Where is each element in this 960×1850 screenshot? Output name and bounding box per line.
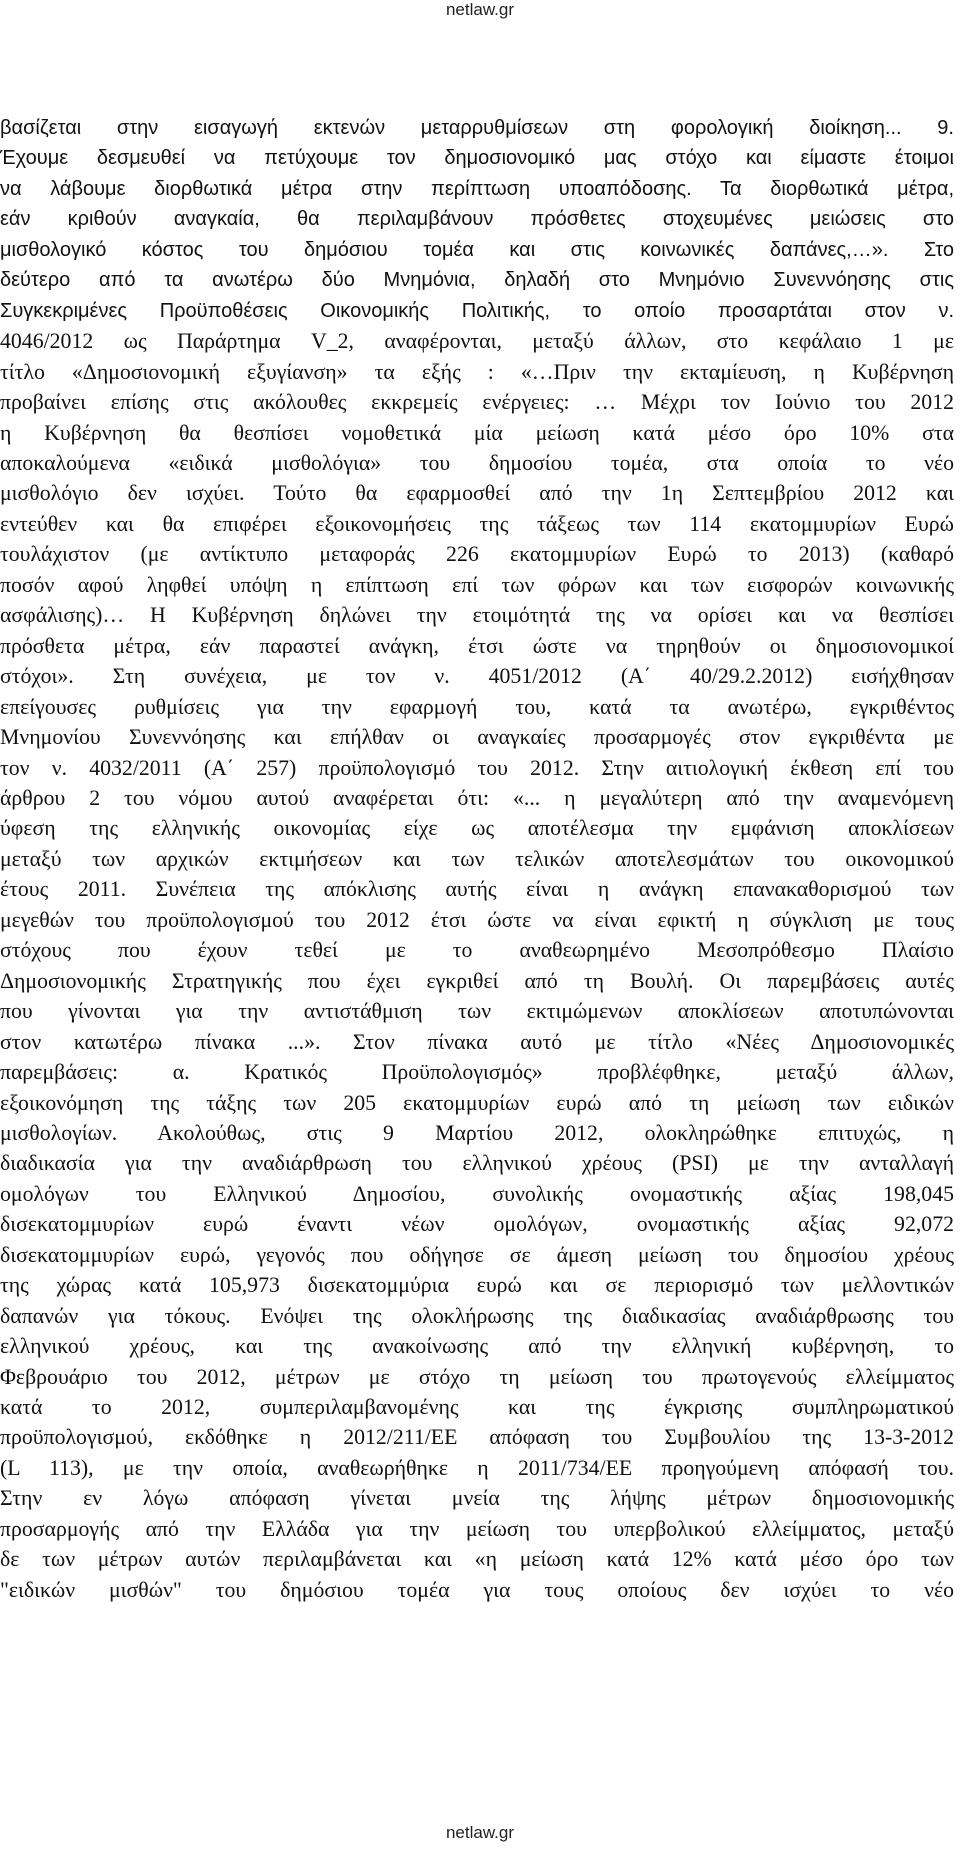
text-line: δεύτερο από τα ανωτέρω δύο Μνημόνια, δηλαδή στο Μνημόνιο Συνεννόησης στις [0,269,954,292]
text-line: "ειδικών μισθών" του δημόσιου τομέα για τους οποίους δεν ισχύει το νέο [0,1577,954,1602]
text-line: ασφάλισης)… Η Κυβέρνηση δηλώνει την ετοιμότητά της να ορίσει και να θεσπίσει [0,603,954,628]
text-line: τίτλο «Δημοσιονομική εξυγίανση» τα εξής : «…Πριν την εκταμίευση, η Κυβέρνηση [0,359,954,384]
text-line: κατά το 2012, συμπεριλαμβανομένης και της έγκρισης συμπληρωματικού [0,1395,954,1420]
document-body [0,113,954,1605]
text-line: τουλάχιστον (με αντίκτυπο μεταφοράς 226 εκατομμυρίων Ευρώ το 2013) (καθαρό [0,542,954,567]
text-line: αποκαλούμενα «ειδικά μισθολόγια» του δημοσίου τομέα, στα οποία το νέο [0,450,954,475]
text-line: μεγεθών του προϋπολογισμού του 2012 έτσι ώστε να είναι εφικτή η σύγκλιση με τους [0,907,954,932]
text-line: τον ν. 4032/2011 (Α΄ 257) προϋπολογισμό του 2012. Στην αιτιολογική έκθεση επί του [0,755,954,780]
text-line: που γίνονται για την αντιστάθμιση των εκτιμώμενων αποκλίσεων αποτυπώνονται [0,999,954,1024]
text-line: διαδικασία για την αναδιάρθρωση του ελληνικού χρέους (PSI) με την ανταλλαγή [0,1151,954,1176]
text-line: δισεκατομμυρίων ευρώ, γεγονός που οδήγησε σε άμεση μείωση του δημοσίου χρέους [0,1242,954,1267]
text-line: εντεύθεν και θα επιφέρει εξοικονομήσεις της τάξεως των 114 εκατομμυρίων Ευρώ [0,511,954,536]
site-name: netlaw.gr [445,0,515,19]
text-line: ομολόγων του Ελληνικού Δημοσίου, συνολικής ονομαστικής αξίας 198,045 [0,1181,954,1206]
text-line: εξοικονόμηση της τάξης των 205 εκατομμυρίων ευρώ από τη μείωση των ειδικών [0,1090,954,1115]
page-footer [0,1823,960,1843]
text-line: Δημοσιονομικής Στρατηγικής που έχει εγκριθεί από τη Βουλή. Οι παρεμβάσεις αυτές [0,968,954,993]
text-line: Στην εν λόγω απόφαση γίνεται μνεία της λήψης μέτρων δημοσιονομικής [0,1486,954,1511]
text-line: προϋπολογισμού, εκδόθηκε η 2012/211/ΕΕ απόφαση του Συμβουλίου της 13-3-2012 [0,1425,954,1450]
text-line: έτους 2011. Συνέπεια της απόκλισης αυτής είναι η ανάγκη επανακαθορισμού των [0,877,954,902]
text-line: βασίζεται στην εισαγωγή εκτενών μεταρρυθμίσεων στη φορολογική διοίκηση... 9. [0,117,954,139]
text-line: Μνημονίου Συνεννόησης και επήλθαν οι αναγκαίες προσαρμογές στον εγκριθέντα με [0,725,954,750]
text-line: στον κατωτέρω πίνακα ...». Στον πίνακα αυτό με τίτλο «Νέες Δημοσιονομικές [0,1029,954,1054]
text-line: ελληνικού χρέους, και της ανακοίνωσης από την ελληνική κυβέρνηση, το [0,1334,954,1359]
text-line: δισεκατομμυρίων ευρώ έναντι νέων ομολόγων, ονομαστικής αξίας 92,072 [0,1212,954,1237]
text-line: της χώρας κατά 105,973 δισεκατομμύρια ευρώ και σε περιορισμό των μελλοντικών [0,1273,954,1298]
text-line: (L 113), με την οποία, αναθεωρήθηκε η 2011/734/ΕΕ προηγούμενη απόφασή του. [0,1455,954,1480]
page-header [0,0,960,20]
text-line: στόχους που έχουν τεθεί με το αναθεωρημένο Μεσοπρόθεσμο Πλαίσιο [0,938,954,963]
text-line: δαπανών για τόκους. Ενόψει της ολοκλήρωσης της διαδικασίας αναδιάρθρωσης του [0,1303,954,1328]
text-line: προβαίνει επίσης στις ακόλουθες εκκρεμείς ενέργειες: … Μέχρι τον Ιούνιο του 2012 [0,390,954,415]
text-line: Φεβρουάριο του 2012, μέτρων με στόχο τη μείωση του πρωτογενούς ελλείμματος [0,1364,954,1389]
text-line: επείγουσες ρυθμίσεις για την εφαρμογή του, κατά τα ανωτέρω, εγκριθέντος [0,694,954,719]
text-line: η Κυβέρνηση θα θεσπίσει νομοθετικά μία μείωση κατά μέσο όρο 10% στα [0,420,954,445]
text-line: 4046/2012 ως Παράρτημα V_2, αναφέρονται, μεταξύ άλλων, στο κεφάλαιο 1 με [0,329,954,354]
text-line: άρθρου 2 του νόμου αυτού αναφέρεται ότι: «... η μεγαλύτερη από την αναμενόμενη [0,785,954,810]
text-line: να λάβουμε διορθωτικά μέτρα στην περίπτωση υποαπόδοσης. Τα διορθωτικά μέτρα, [0,177,954,200]
text-line: Συγκεκριμένες Προϋποθέσεις Οικονομικής Πολιτικής, το οποίο προσαρτάται στον ν. [0,299,954,322]
text-line: ύφεση της ελληνικής οικονομίας είχε ως αποτέλεσμα την εμφάνιση αποκλίσεων [0,816,954,841]
text-line: μεταξύ των αρχικών εκτιμήσεων και των τελικών αποτελεσμάτων του οικονομικού [0,846,954,871]
site-name: netlaw.gr [445,1823,515,1842]
text-line: μισθολόγιο δεν ισχύει. Τούτο θα εφαρμοσθεί από την 1η Σεπτεμβρίου 2012 και [0,481,954,506]
text-line: δε των μέτρων αυτών περιλαμβάνεται και «η μείωση κατά 12% κατά μέσο όρο των [0,1547,954,1572]
text-line: εάν κριθούν αναγκαία, θα περιλαμβάνουν πρόσθετες στοχευμένες μειώσεις στο [0,208,954,231]
text-line: παρεμβάσεις: α. Κρατικός Προϋπολογισμός» προβλέφθηκε, μεταξύ άλλων, [0,1060,954,1085]
text-line: πρόσθετα μέτρα, εάν παραστεί ανάγκη, έτσι ώστε να τηρηθούν οι δημοσιονομικοί [0,633,954,658]
text-line: στόχοι». Στη συνέχεια, με τον ν. 4051/2012 (Α΄ 40/29.2.2012) εισήχθησαν [0,664,954,689]
text-line: προσαρμογής από την Ελλάδα για την μείωση του υπερβολικού ελλείμματος, μεταξύ [0,1516,954,1541]
text-line: μισθολογίων. Ακολούθως, στις 9 Μαρτίου 2012, ολοκληρώθηκε επιτυχώς, η [0,1120,954,1145]
text-line: μισθολογικό κόστος του δημόσιου τομέα και στις κοινωνικές δαπάνες,…». Στο [0,238,954,261]
text-line: Έχουμε δεσμευθεί να πετύχουμε τον δημοσιονομικό μας στόχο και είμαστε έτοιμοι [0,147,954,170]
text-line: ποσόν αφού ληφθεί υπόψη η επίπτωση επί των φόρων και των εισφορών κοινωνικής [0,572,954,597]
